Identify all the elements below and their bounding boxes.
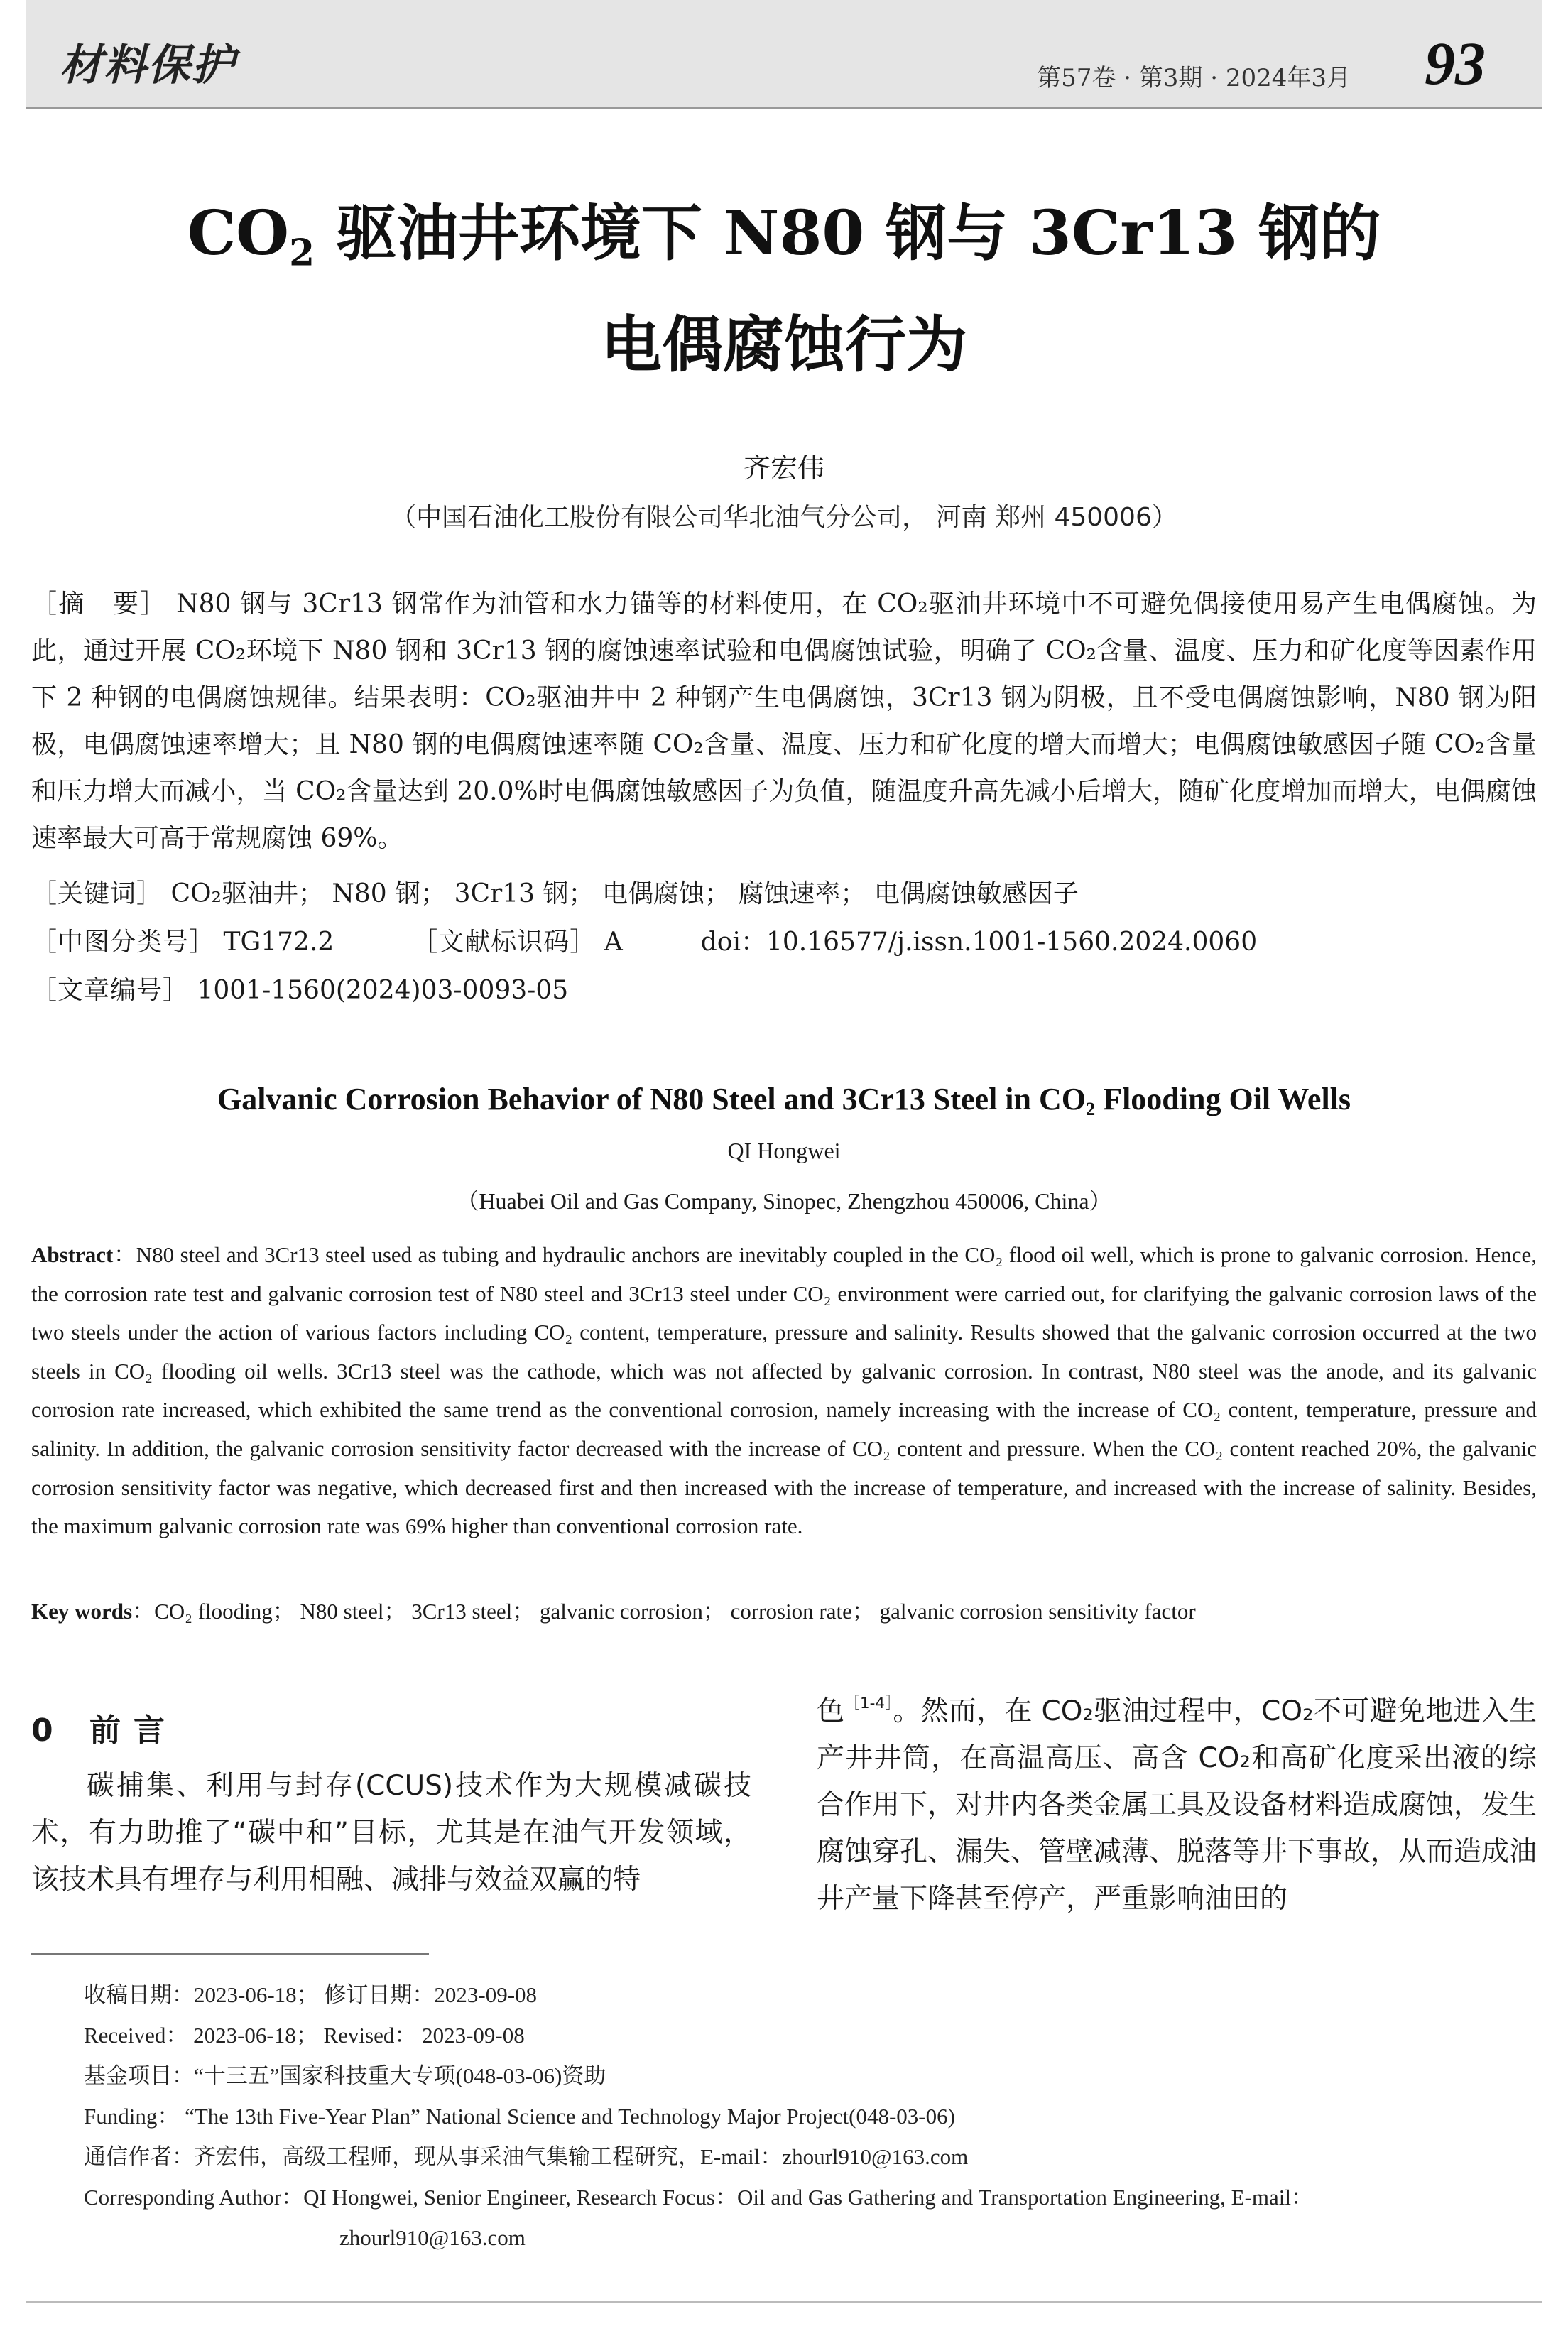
title-cn (0, 188, 1568, 391)
title-cn-co: CO (187, 197, 290, 269)
title-en-main: Galvanic Corrosion Behavior of N80 Steel and 3Cr13 Steel in CO (217, 1082, 1086, 1116)
title-en-sub: 2 (1086, 1097, 1096, 1119)
section-number: 0 (31, 1712, 66, 1749)
title-cn-line2: 电偶腐蚀行为 (601, 309, 967, 381)
abstract-cn-label: ［摘 要］ (31, 589, 168, 619)
abstract-cn (31, 581, 1537, 862)
doc-code-label: ［文献标识码］ (412, 928, 597, 957)
footnote-author-en: Corresponding Author：QI Hongwei, Senior Engineer, Research Focus：Oil and Gas Gathering and Transportation Engineering, E-mail： (84, 2185, 1313, 2210)
doc-code-value: A (596, 928, 623, 957)
body-column-left: 碳捕集、利用与封存(CCUS)技术作为大规模减碳技术，有力助推了“碳中和”目标，尤其是在油气开发领域，该技术具有埋存与利用相融、减排与效益双赢的特 (31, 1770, 751, 1896)
body-right-text: 。然而，在 CO₂驱油过程中，CO₂不可避免地进入生产井井筒，在高温高压、高含 CO₂和高矿化度采出液的综合作用下，对井内各类金属工具及设备材料造成腐蚀，发生腐蚀穿孔、漏失、管壁减薄、脱落等井下事故，从而造成油井产量下降甚至停产，严重影响油田的 (817, 1695, 1537, 1916)
keywords-en-label: Key words (31, 1599, 133, 1624)
abstract-en (31, 1236, 1537, 1546)
footnote-received-en: Received： 2023-06-18； Revised： 2023-09-08 (84, 2023, 525, 2048)
clc-label: ［中图分类号］ (31, 928, 216, 957)
section-title: 前言 (89, 1712, 178, 1749)
doi-label: doi： (700, 928, 766, 957)
footnote-author-email[interactable]: zhourl910@163.com (339, 2225, 526, 2250)
author-cn: 齐宏伟 (743, 452, 824, 484)
body-right-start: 色 (817, 1695, 845, 1728)
issue-info: 第57卷 · 第3期 · 2024年3月 (1037, 64, 1351, 92)
bottom-divider (26, 2301, 1542, 2303)
article-number-label: ［文章编号］ (31, 976, 190, 1005)
page-number: 93 (1425, 29, 1486, 97)
citation-ref[interactable]: ［1-4］ (844, 1695, 893, 1712)
affiliation-en: （Huabei Oil and Gas Company, Sinopec, Zhengzhou 450006, China） (456, 1188, 1112, 1214)
author-en: QI Hongwei (727, 1138, 841, 1163)
title-en (0, 1081, 1568, 1120)
body-column-right (817, 1680, 1537, 1923)
article-number (31, 967, 1537, 1014)
section-heading (31, 1705, 178, 1750)
abstract-cn-text: N80 钢与 3Cr13 钢常作为油管和水力锚等的材料使用，在 CO₂驱油井环境中不可避免偶接使用易产生电偶腐蚀。为此，通过开展 CO₂环境下 N80 钢和 3Cr13 钢的腐蚀速率试验和电偶腐蚀试验，明确了 CO₂含量、温度、压力和矿化度等因素作用下 2 种钢的电偶腐蚀规律。结果表明：CO₂驱油井中 2 种钢产生电偶腐蚀，3Cr13 钢为阴极，且不受电偶腐蚀影响，N80 钢为阳极，电偶腐蚀速率增大；且 N80 钢的电偶腐蚀速率随 CO₂含量、温度、压力和矿化度的增大而增大；电偶腐蚀敏感因子随 CO₂含量和压力增大而减小，当 CO₂含量达到 20.0%时电偶腐蚀敏感因子为负值，随温度升高先减小后增大，随矿化度增加而增大，电偶腐蚀速率最大可高于常规腐蚀 69%。 (31, 589, 1537, 853)
doi-value[interactable]: 10.16577/j.issn.1001-1560.2024.0060 (766, 928, 1258, 957)
title-cn-rest: 驱油井环境下 N80 钢与 3Cr13 钢的 (315, 197, 1381, 269)
footnote-fund-en: Funding： “The 13th Five-Year Plan” National Science and Technology Major Project(048-03-06) (84, 2104, 955, 2129)
footnote-author-cn: 通信作者：齐宏伟，高级工程师，现从事采油气集输工程研究，E-mail：zhourl910@163.com (84, 2144, 969, 2169)
abstract-en-label: Abstract (31, 1242, 114, 1267)
footnote-received-cn: 收稿日期：2023-06-18； 修订日期：2023-09-08 (84, 1982, 538, 2007)
header-divider (26, 107, 1542, 109)
classification-row (31, 919, 1537, 966)
affiliation-cn: （中国石油化工股份有限公司华北油气分公司， 河南 郑州 450006） (391, 503, 1177, 532)
keywords-cn-label: ［关键词］ (31, 879, 163, 908)
footnote-fund-cn: 基金项目：“十三五”国家科技重大专项(048-03-06)资助 (84, 2063, 606, 2088)
journal-logo: 材料保护 (60, 40, 236, 90)
keywords-cn (31, 871, 1537, 918)
keywords-en-text: ：CO₂ flooding； N80 steel； 3Cr13 steel； galvanic corrosion； corrosion rate； galvanic corrosion sensitivity factor (132, 1599, 1196, 1624)
abstract-en-text: ：N80 steel and 3Cr13 steel used as tubing and hydraulic anchors are inevitably coupled in the CO₂ flood oil well, which is prone to galvanic corrosion. Hence, the corrosion rate test and galvanic corrosion test of N80 steel and 3Cr13 steel under CO₂ environment were carried out, for clarifying the galvanic corrosion laws of the two steels under the action of various factors including CO₂ content, temperature, pressure and salinity. Results showed that the galvanic corrosion occurred at the two steels in CO₂ flooding oil wells. 3Cr13 steel was the cathode, which was not affected by galvanic corrosion. In contrast, N80 steel was the anode, and its galvanic corrosion rate increased, which exhibited the same trend as the conventional corrosion, namely increasing with the increase of CO₂ content, temperature, pressure and salinity. In addition, the galvanic corrosion sensitivity factor decreased with the increase of CO₂ content and pressure. When the CO₂ content reached 20%, the galvanic corrosion sensitivity factor was negative, which decreased first and then increased with the increase of temperature, and increased with the increase of salinity. Besides, the maximum galvanic corrosion rate was 69% higher than conventional corrosion rate. (31, 1242, 1537, 1539)
clc-value: TG172.2 (215, 928, 334, 957)
keywords-cn-text: CO₂驱油井； N80 钢； 3Cr13 钢； 电偶腐蚀； 腐蚀速率； 电偶腐蚀敏感因子 (163, 879, 1079, 908)
footnote-divider (31, 1953, 429, 1955)
article-number-value: 1001-1560(2024)03-0093-05 (189, 976, 569, 1005)
keywords-en (31, 1592, 1537, 1631)
title-cn-line1 (0, 188, 1568, 299)
footnotes (84, 1974, 1537, 2258)
title-cn-sub: 2 (289, 232, 315, 275)
title-en-rest: Flooding Oil Wells (1095, 1082, 1351, 1116)
